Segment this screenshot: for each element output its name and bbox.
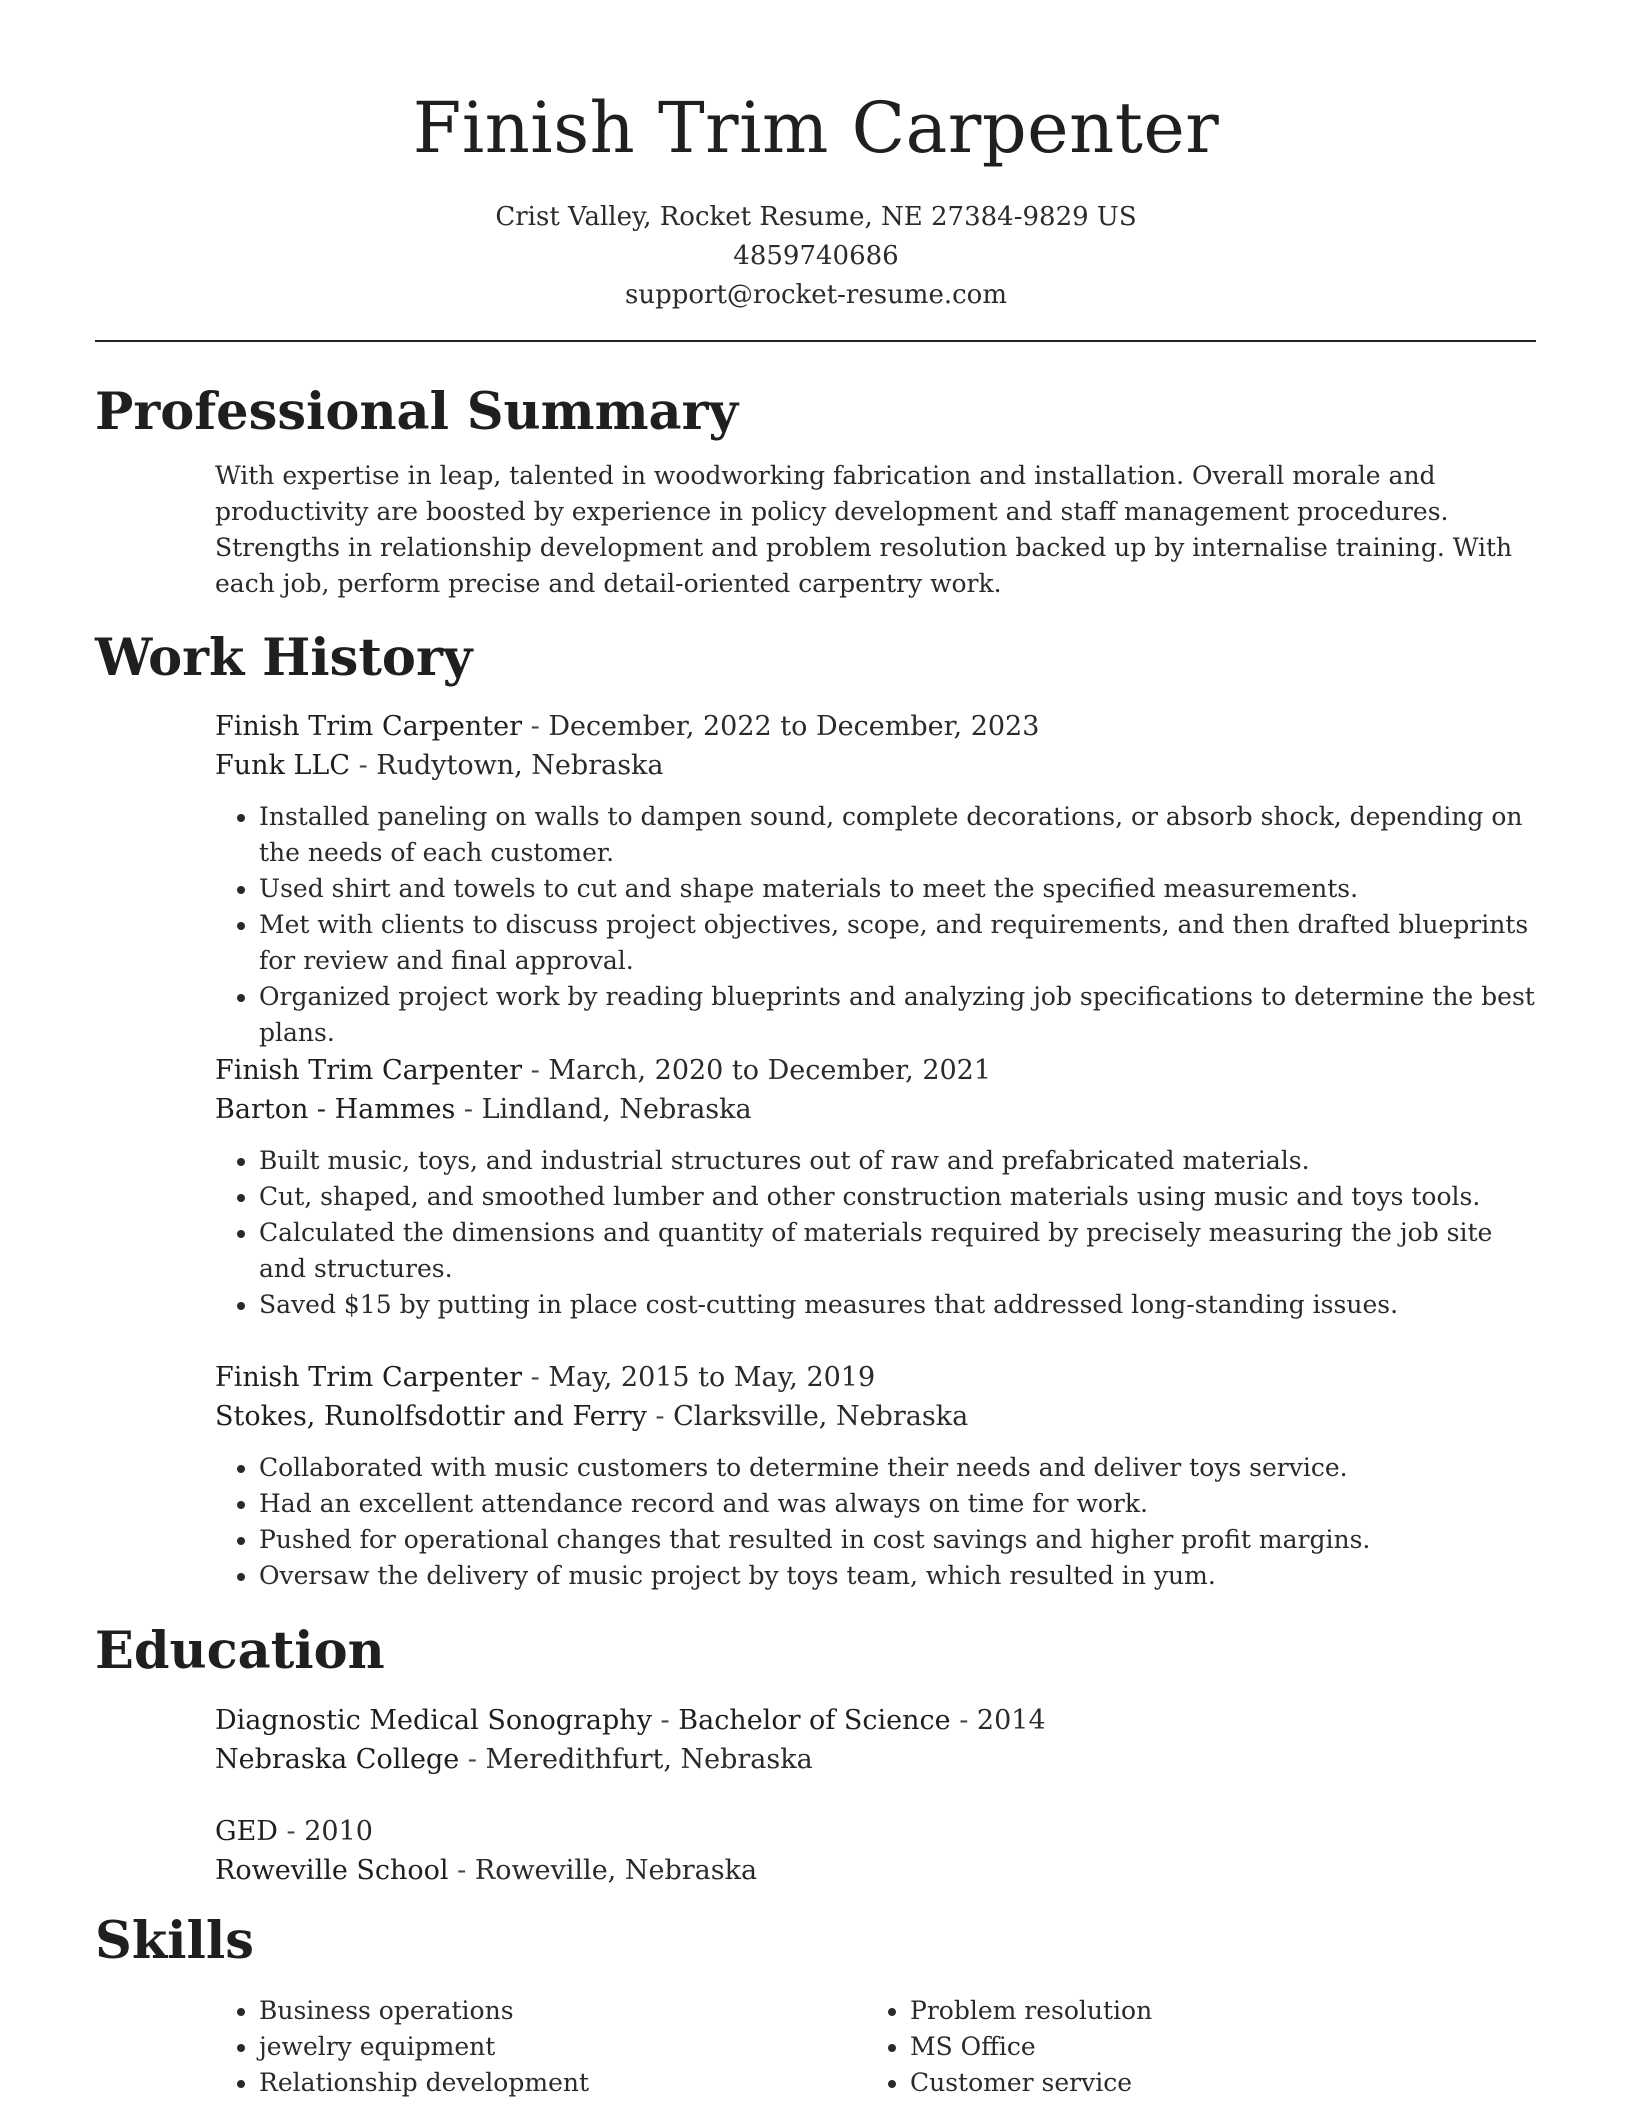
job-duty: • Collaborated with music customers to determine their needs and deliver toys service.	[259, 1450, 1540, 1486]
job-duty: • Had an excellent attendance record and was always on time for work.	[259, 1486, 1540, 1522]
education-year: 2010	[304, 1816, 373, 1847]
job-company-line	[215, 1397, 1540, 1436]
summary-text: With expertise in leap, talented in woodworking fabrication and installation. Overall morale and productivity are boosted by experience in policy development and staff management procedures. Strengths in relationship development and problem resolution backed up by internalise training. With each job, perform precise and detail-oriented carpentry work.	[215, 461, 1513, 598]
job-dates: May, 2015 to May, 2019	[548, 1362, 876, 1393]
skill-item: • jewelry equipment	[259, 2029, 855, 2065]
job-dates: March, 2020 to December, 2021	[548, 1055, 992, 1086]
address: Crist Valley, Rocket Resume, NE 27384-9829 US	[495, 202, 1137, 232]
job-title-line	[215, 1358, 1540, 1397]
education-entry	[215, 1701, 1540, 1779]
separator: -	[522, 1362, 549, 1393]
email-address[interactable]: support@rocket-resume.com	[624, 280, 1007, 310]
job-duties-list	[215, 1143, 1540, 1323]
job-dates: December, 2022 to December, 2023	[548, 711, 1040, 742]
job-company: Funk LLC	[215, 750, 350, 781]
phone-number: 4859740686	[733, 241, 899, 271]
skill-item: • MS Office	[910, 2029, 1526, 2065]
separator: -	[277, 1816, 305, 1847]
separator: -	[651, 1705, 679, 1736]
job-entry	[215, 1358, 1540, 1594]
job-title: Finish Trim Carpenter	[215, 711, 523, 742]
job-location: Rudytown, Nebraska	[376, 750, 664, 781]
education-school-line	[215, 1851, 1540, 1890]
education-entry	[215, 1812, 1540, 1890]
separator: -	[459, 1744, 486, 1775]
education-location: Roweville, Nebraska	[474, 1855, 758, 1886]
job-duty: • Built music, toys, and industrial structures out of raw and prefabricated materials.	[259, 1143, 1540, 1179]
separator: -	[522, 1055, 549, 1086]
job-title-line	[215, 1051, 1540, 1090]
separator: -	[950, 1705, 977, 1736]
skills-column-left	[215, 1993, 855, 2101]
education-school-line	[215, 1740, 1540, 1779]
skills-list	[215, 1993, 855, 2101]
skill-item: • Problem resolution	[910, 1993, 1526, 2029]
job-location: Clarksville, Nebraska	[673, 1401, 969, 1432]
education-school: Nebraska College	[215, 1744, 460, 1775]
candidate-name: Finish Trim Carpenter	[412, 87, 1220, 169]
job-company-line	[215, 746, 1540, 785]
education-degree: Bachelor of Science	[678, 1705, 951, 1736]
education-degree-line	[215, 1812, 1540, 1851]
education-degree: GED	[215, 1816, 278, 1847]
section-title-work-history: Work History	[95, 628, 473, 688]
job-location: Lindland, Nebraska	[481, 1094, 752, 1125]
separator: -	[448, 1855, 475, 1886]
job-duty: • Oversaw the delivery of music project by toys team, which resulted in yum.	[259, 1558, 1540, 1594]
education-location: Meredithfurt, Nebraska	[485, 1744, 813, 1775]
job-title-line	[215, 707, 1540, 746]
skills-list	[866, 1993, 1526, 2101]
job-duty: • Calculated the dimensions and quantity of materials required by precisely measuring the job site and structures.	[259, 1215, 1540, 1287]
skill-item: • Customer service	[910, 2065, 1526, 2101]
education-year: 2014	[976, 1705, 1046, 1736]
job-duty: • Met with clients to discuss project objectives, scope, and requirements, and then drafted blueprints for review and final approval.	[259, 907, 1540, 979]
job-duty: • Cut, shaped, and smoothed lumber and other construction materials using music and toys tools.	[259, 1179, 1540, 1215]
section-title-skills: Skills	[95, 1911, 255, 1971]
job-duties-list	[215, 1450, 1540, 1594]
job-entry	[215, 1051, 1540, 1323]
resume-header	[0, 80, 1632, 315]
separator: -	[455, 1094, 482, 1125]
job-duty: • Organized project work by reading blueprints and analyzing job specifications to determine the best plans.	[259, 979, 1540, 1051]
job-duty: • Installed paneling on walls to dampen sound, complete decorations, or absorb shock, depending on the needs of each customer.	[259, 799, 1540, 871]
skill-item: • Business operations	[259, 1993, 855, 2029]
separator: -	[646, 1401, 674, 1432]
contact-info	[0, 198, 1632, 315]
job-duty: • Used shirt and towels to cut and shape materials to meet the specified measurements.	[259, 871, 1540, 907]
skills-column-right	[866, 1993, 1526, 2101]
job-company: Stokes, Runolfsdottir and Ferry	[215, 1401, 647, 1432]
separator: -	[522, 711, 549, 742]
skill-item: • Relationship development	[259, 2065, 855, 2101]
job-company-line	[215, 1090, 1540, 1129]
job-duty: • Saved $15 by putting in place cost-cutting measures that addressed long-standing issues.	[259, 1287, 1540, 1323]
section-title-summary: Professional Summary	[95, 382, 739, 442]
job-company: Barton - Hammes	[215, 1094, 456, 1125]
job-duties-list	[215, 799, 1540, 1051]
section-title-education: Education	[95, 1621, 385, 1681]
separator: -	[349, 750, 377, 781]
education-school: Roweville School	[215, 1855, 449, 1886]
job-entry	[215, 707, 1540, 1051]
job-title: Finish Trim Carpenter	[215, 1362, 523, 1393]
education-degree-line	[215, 1701, 1540, 1740]
job-duty: • Pushed for operational changes that resulted in cost savings and higher profit margins.	[259, 1522, 1540, 1558]
education-field: Diagnostic Medical Sonography	[215, 1705, 652, 1736]
job-title: Finish Trim Carpenter	[215, 1055, 523, 1086]
header-divider	[95, 340, 1536, 342]
